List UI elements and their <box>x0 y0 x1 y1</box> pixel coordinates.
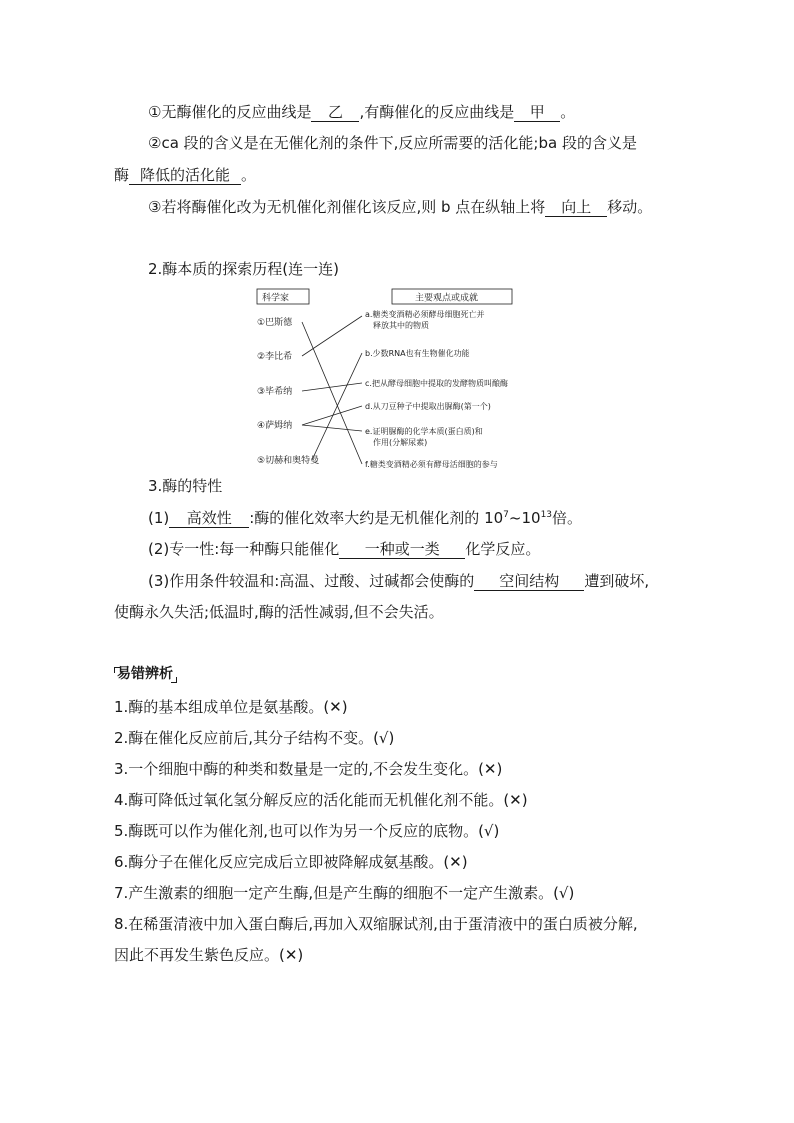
achievement-a-cont: 释放其中的物质 <box>373 321 429 330</box>
achievement-b: b.少数RNA也有生物催化功能 <box>365 349 470 358</box>
scientist-pasteur: ①巴斯德 <box>257 318 293 328</box>
answer-blank: 向上 <box>545 198 607 217</box>
judgement-item: 5.酶既可以作为催化剂,也可以作为另一个反应的底物。(√) <box>114 822 500 840</box>
link-sumner-d <box>302 406 362 425</box>
answer-blank: 一种或一类 <box>339 540 465 559</box>
segment-meaning-line: ②ca 段的含义是在无催化剂的条件下,反应所需要的活化能;ba 段的含义是 <box>148 134 637 152</box>
answer-blank: 乙 <box>311 103 359 122</box>
answer-blank: 高效性 <box>169 509 249 528</box>
property-specificity: (2)专一性:每一种酶只能催化 一种或一类 化学反应。 <box>148 540 541 558</box>
answer-blank: 空间结构 <box>474 572 584 591</box>
achievement-e: e.证明脲酶的化学本质(蛋白质)和 <box>365 427 483 436</box>
matching-diagram <box>252 286 552 476</box>
section-title: 2.酶本质的探索历程(连一连) <box>148 260 340 278</box>
answer-blank: 甲 <box>514 103 560 122</box>
judgement-item: 6.酶分子在催化反应完成后立即被降解成氨基酸。(✕) <box>114 853 468 871</box>
right-header: 主要观点或成就 <box>415 293 479 304</box>
curve-answer-line: ①无酶催化的反应曲线是 乙 ,有酶催化的反应曲线是 甲 。 <box>148 103 576 121</box>
scientist-liebig: ②李比希 <box>257 352 293 362</box>
judgement-item: 2.酶在催化反应前后,其分子结构不变。(√) <box>114 729 395 747</box>
property-mild-conditions: (3)作用条件较温和:高温、过酸、过碱都会使酶的 空间结构 遭到破坏, <box>148 572 650 590</box>
catalyst-change-line: ③若将酶催化改为无机催化剂催化该反应,则 b 点在纵轴上将 向上 移动。 <box>148 198 653 216</box>
judgement-item: 3.一个细胞中酶的种类和数量是一定的,不会发生变化。(✕) <box>114 760 503 778</box>
link-sumner-e <box>302 425 362 431</box>
section-title: 3.酶的特性 <box>148 477 223 495</box>
link-liebig-a <box>302 316 362 356</box>
property-high-efficiency: (1) 高效性 :酶的催化效率大约是无机催化剂的 $10^7\sim 10^{13}$倍。 <box>148 509 583 527</box>
answer-blank: 降低的活化能 <box>129 166 241 185</box>
judgement-item: 1.酶的基本组成单位是氨基酸。(✕) <box>114 698 348 716</box>
scientist-buchner: ③毕希纳 <box>257 387 293 397</box>
achievement-f: f.糖类变酒精必须有酵母活细胞的参与 <box>365 460 498 469</box>
achievement-d: d.从刀豆种子中提取出脲酶(第一个) <box>365 402 491 411</box>
achievement-a: a.糖类变酒精必须酵母细胞死亡并 <box>365 310 485 319</box>
error-analysis-tag: 易错辨析 <box>114 665 177 683</box>
scientist-cech-altman: ⑤切赫和奥特曼 <box>257 456 320 466</box>
left-header: 科学家 <box>262 293 290 304</box>
judgement-item: 4.酶可降低过氧化氢分解反应的活化能而无机催化剂不能。(✕) <box>114 791 528 809</box>
property-mild-conditions-cont: 使酶永久失活;低温时,酶的活性减弱,但不会失活。 <box>114 603 444 621</box>
judgement-item-cont: 因此不再发生紫色反应。(✕) <box>114 946 304 964</box>
judgement-item: 7.产生激素的细胞一定产生酶,但是产生酶的细胞不一定产生激素。(√) <box>114 884 575 902</box>
link-pasteur-f <box>302 322 362 464</box>
achievement-c: c.把从酵母细胞中提取的发酵物质叫酿酶 <box>365 379 508 388</box>
link-cech-b <box>312 353 362 460</box>
scientist-sumner: ④萨姆纳 <box>257 421 293 431</box>
achievement-e-cont: 作用(分解尿素) <box>373 438 428 447</box>
segment-meaning-line-cont: 酶 降低的活化能 。 <box>114 166 257 184</box>
link-buchner-c <box>302 383 362 391</box>
judgement-item: 8.在稀蛋清液中加入蛋白酶后,再加入双缩脲试剂,由于蛋清液中的蛋白质被分解, <box>114 915 638 933</box>
